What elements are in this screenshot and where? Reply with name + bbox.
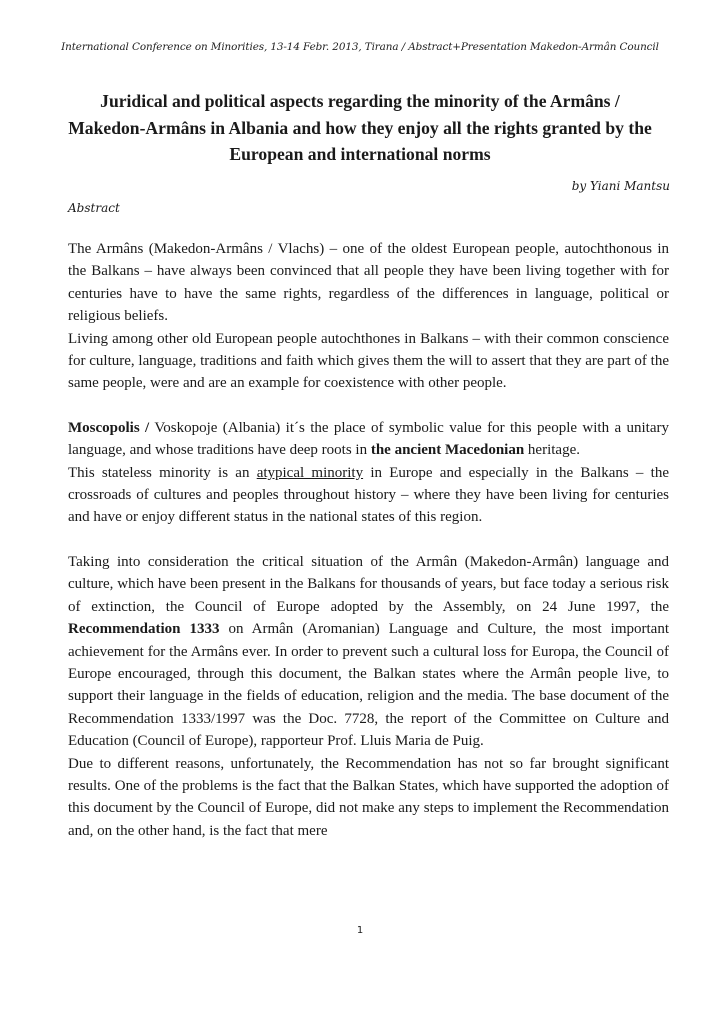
paragraph-gap <box>68 395 669 417</box>
document-title: Juridical and political aspects regarding the minority of the Armâns / Makedon-Armâns in Albania and how they enjoy all the rights granted by the European and international norms <box>68 91 652 164</box>
macedonian-bold: the ancient Macedonian <box>370 442 525 459</box>
moscopolis-bold: Moscopolis / <box>68 419 150 436</box>
paragraph-3-text-a: Voskopoje (Albania) it´s the place of symbolic value for this people with a unitary language, and whose traditions have deep roots in <box>68 419 669 459</box>
paragraph-1: The Armâns (Makedon-Armâns / Vlachs) – one of the oldest European people, autochthonous in the Balkans – have always been convinced that all people they have been living together with for centuries have to have the same rights, regardless of the differences in language, political or religious beliefs. <box>68 241 669 325</box>
running-header: International Conference on Minorities, 13-14 Febr. 2013, Tirana / Abstract+Presentation Makedon-Armân Council <box>61 41 659 53</box>
paragraph-3 <box>68 417 669 462</box>
paragraph-5-text-a: Taking into consideration the critical situation of the Armân (Makedon-Armân) language and culture, which have been present in the Balkans for thousands of years, but face today a serious risk of extinction, the Council of Europe adopted by the Assembly, on 24 June 1997, the <box>68 553 669 615</box>
atypical-minority-underline: atypical minority <box>256 464 364 481</box>
body-text <box>68 238 669 842</box>
recommendation-bold: Recommendation 1333 <box>68 621 220 638</box>
page-number: 1 <box>356 925 364 936</box>
paragraph-6: Due to different reasons, unfortunately, the Recommendation has not so far brought significant results. One of the problems is the fact that the Balkan States, which have supported the adoption of this document by the Council of Europe, did not make any steps to implement the Recommendation and, on the other hand, is the fact that mere <box>68 755 669 839</box>
paragraph-5-text-b: on Armân (Aromanian) Language and Culture, the most important achievement for the Armâns ever. In order to prevent such a cultural loss for Europa, the Council of Europe encouraged, through this document, the Balkan states where the Armân people live, to support their language in the fields of education, religion and the media. The base document of the Recommendation 1333/1997 was the Doc. 7728, the report of the Committee on Culture and Education (Council of Europe), rapporteur Prof. Lluis Maria de Puig. <box>68 621 669 750</box>
paragraph-2: Living among other old European people autochthones in Balkans – with their common conscience for culture, language, traditions and faith which gives them the will to assert that they are part of the same people, were and are an example for coexistence with other people. <box>68 330 669 392</box>
paragraph-gap <box>68 529 669 551</box>
author-byline: by Yiani Mantsu <box>571 179 670 193</box>
abstract-label: Abstract <box>68 201 120 215</box>
paragraph-4 <box>68 462 669 529</box>
paragraph-3-text-b: heritage. <box>524 442 580 459</box>
paragraph-5 <box>68 551 669 753</box>
paragraph-4-text-a: This stateless minority is an <box>68 464 257 481</box>
paragraph-4-text-b: in Europe and especially in the Balkans – the crossroads of cultures and peoples throughout history – where they have been living for centuries and have or enjoy different status in the national states of this region. <box>68 464 669 526</box>
